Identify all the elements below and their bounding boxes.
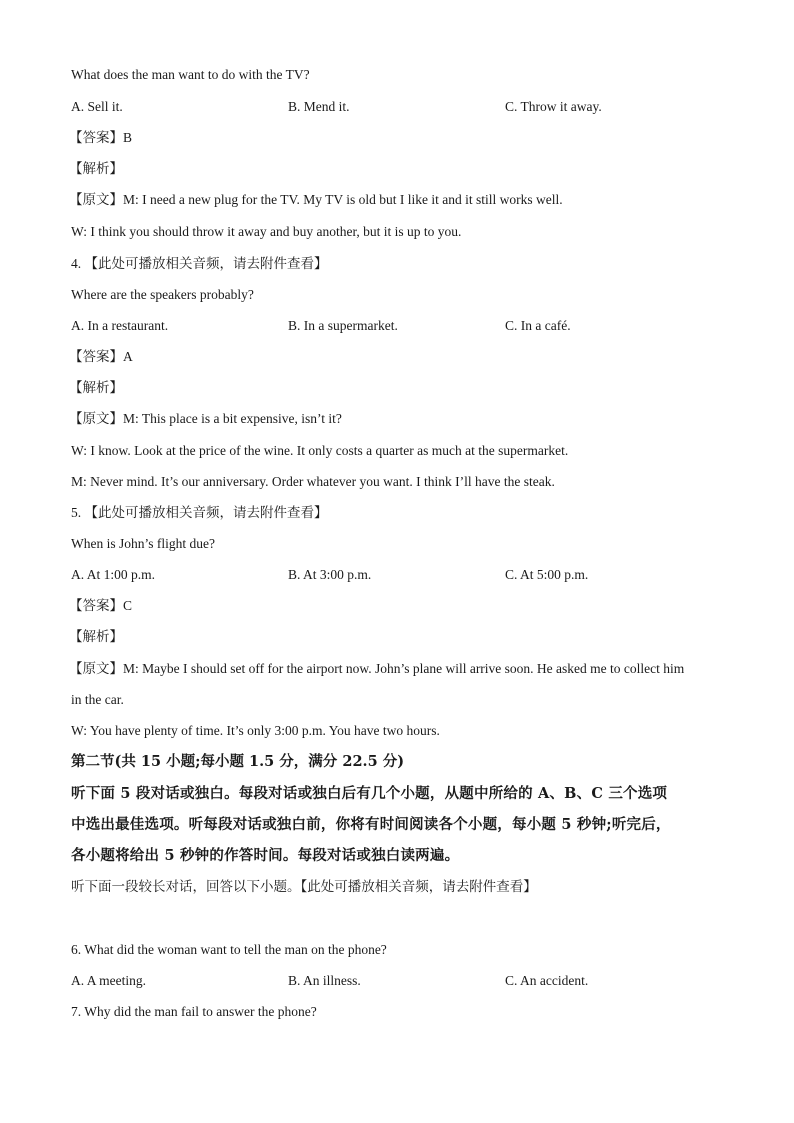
q5-analysis-label: 【解析】 <box>69 629 123 644</box>
q3-option-b: B. Mend it. <box>288 99 350 114</box>
q3-analysis-label: 【解析】 <box>69 161 123 176</box>
q5-options <box>71 566 711 584</box>
q3-transcript-line: W: I think you should throw it away and buy another, but it is up to you. <box>71 224 462 239</box>
section2-note: 听下面一段较长对话，回答以下小题。【此处可播放相关音频，请去附件查看】 <box>71 879 537 894</box>
q4-transcript-line: M: Never mind. It’s our anniversary. Order whatever you want. I think I’ll have the steak. <box>71 474 555 489</box>
q6-option-c: C. An accident. <box>505 973 589 988</box>
q4-option-b: B. In a supermarket. <box>288 318 398 333</box>
q4-options <box>71 317 711 335</box>
q5-option-a: A. At 1:00 p.m. <box>71 567 156 582</box>
section2-title: 第二节(共 15 小题;每小题 1.5 分，满分 22.5 分) <box>71 753 405 770</box>
q3-option-a: A. Sell it. <box>71 99 123 114</box>
q5-option-b: B. At 3:00 p.m. <box>288 567 372 582</box>
q4-transcript-line: 【原文】M: This place is a bit expensive, isn’t it? <box>69 411 342 426</box>
q4-option-a: A. In a restaurant. <box>71 318 169 333</box>
q6-question: 6. What did the woman want to tell the man on the phone? <box>71 942 387 957</box>
section2-instruction-line: 各小题将给出 5 秒钟的作答时间。每段对话或独白读两遍。 <box>71 847 460 864</box>
q4-answer: 【答案】A <box>69 349 133 364</box>
q5-transcript-line: 【原文】M: Maybe I should set off for the airport now. John’s plane will arrive soon. He asked me to collect him <box>69 661 685 676</box>
q4-question: Where are the speakers probably? <box>71 287 254 302</box>
q3-question: What does the man want to do with the TV? <box>71 67 310 82</box>
q4-transcript-line: W: I know. Look at the price of the wine. It only costs a quarter as much at the supermarket. <box>71 443 569 458</box>
q4-header: 4. 【此处可播放相关音频，请去附件查看】 <box>71 256 328 271</box>
q3-answer: 【答案】B <box>69 130 133 145</box>
section2-instruction-line: 听下面 5 段对话或独白。每段对话或独白后有几个小题，从题中所给的 A、B、C 三个选项 <box>71 785 668 802</box>
q6-options <box>71 972 711 990</box>
q6-option-b: B. An illness. <box>288 973 361 988</box>
q5-question: When is John’s flight due? <box>71 536 215 551</box>
q3-options <box>71 98 711 116</box>
q3-option-c: C. Throw it away. <box>505 99 602 114</box>
q7-question: 7. Why did the man fail to answer the phone? <box>71 1004 317 1019</box>
q3-transcript-line: 【原文】M: I need a new plug for the TV. My TV is old but I like it and it still works well. <box>69 192 563 207</box>
section2-instruction-line: 中选出最佳选项。听每段对话或独白前，你将有时间阅读各个小题，每小题 5 秒钟;听完后， <box>71 816 671 833</box>
q5-transcript-line: in the car. <box>71 692 124 707</box>
q5-answer: 【答案】C <box>69 598 133 613</box>
q5-transcript-line: W: You have plenty of time. It’s only 3:00 p.m. You have two hours. <box>71 723 440 738</box>
q4-analysis-label: 【解析】 <box>69 380 123 395</box>
q5-header: 5. 【此处可播放相关音频，请去附件查看】 <box>71 505 328 520</box>
q6-option-a: A. A meeting. <box>71 973 146 988</box>
q4-option-c: C. In a café. <box>505 318 571 333</box>
q5-option-c: C. At 5:00 p.m. <box>505 567 589 582</box>
